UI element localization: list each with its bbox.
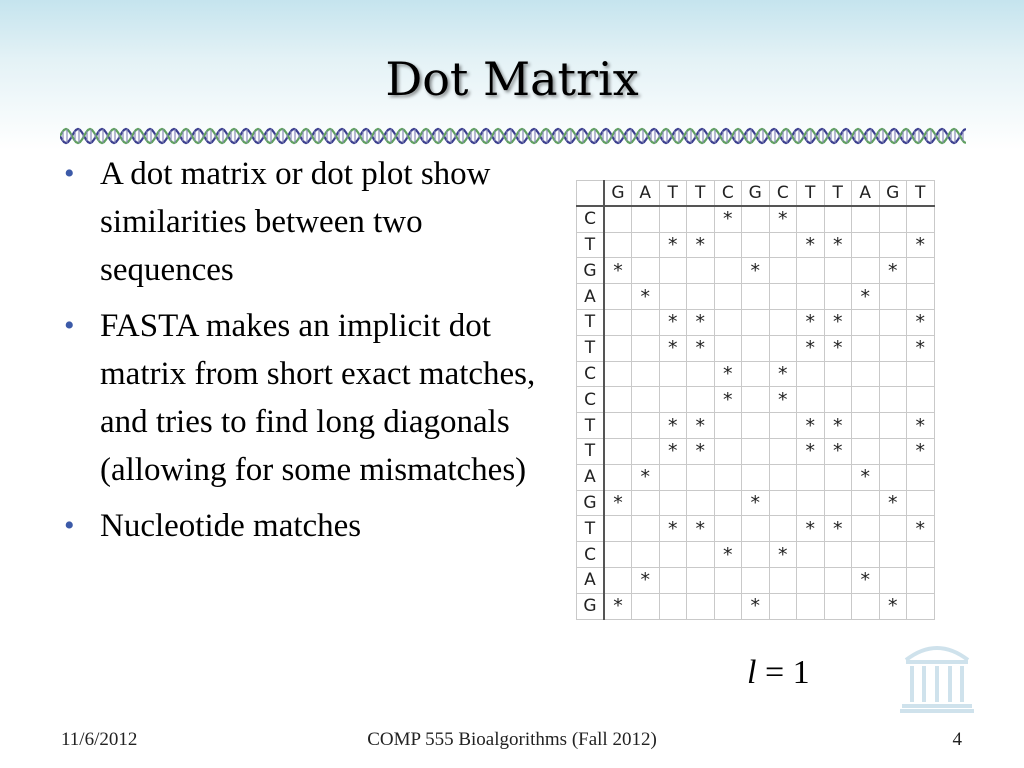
match-dot: * (797, 232, 825, 258)
matrix-cell (907, 593, 935, 619)
match-dot: * (824, 232, 852, 258)
matrix-row-header: C (577, 361, 605, 387)
match-dot: * (659, 335, 687, 361)
matrix-cell (714, 258, 742, 284)
matrix-cell (632, 335, 660, 361)
match-dot: * (687, 232, 715, 258)
matrix-cell (824, 361, 852, 387)
matrix-cell (604, 542, 632, 568)
matrix-cell (879, 516, 907, 542)
matrix-cell (852, 593, 880, 619)
matrix-column-header: C (769, 181, 797, 207)
matrix-row-header: T (577, 232, 605, 258)
match-dot: * (797, 413, 825, 439)
match-dot: * (687, 438, 715, 464)
matrix-row (577, 567, 935, 593)
match-dot: * (824, 438, 852, 464)
match-dot: * (797, 309, 825, 335)
matrix-row-header: G (577, 258, 605, 284)
matrix-cell (714, 490, 742, 516)
match-dot: * (769, 542, 797, 568)
bullet-marker: • (64, 509, 75, 542)
matrix-row (577, 516, 935, 542)
matrix-cell (604, 464, 632, 490)
matrix-cell (687, 284, 715, 310)
matrix-cell (879, 542, 907, 568)
footer-date: 11/6/2012 (61, 729, 138, 750)
match-dot: * (714, 206, 742, 232)
matrix-cell (907, 490, 935, 516)
matrix-column-header: G (879, 181, 907, 207)
matrix-cell (852, 361, 880, 387)
matrix-cell (714, 309, 742, 335)
matrix-cell (604, 413, 632, 439)
matrix-row (577, 258, 935, 284)
match-dot: * (907, 232, 935, 258)
matrix-cell (659, 567, 687, 593)
matrix-cell (604, 335, 632, 361)
matrix-cell (797, 258, 825, 284)
matrix-cell (742, 361, 770, 387)
match-dot: * (879, 258, 907, 284)
matrix-column-header: C (714, 181, 742, 207)
matrix-cell (879, 284, 907, 310)
matrix-cell (632, 232, 660, 258)
matrix-cell (879, 361, 907, 387)
bullet-text: Nucleotide matches (100, 508, 362, 544)
matrix-cell (742, 464, 770, 490)
matrix-cell (824, 567, 852, 593)
match-dot: * (852, 567, 880, 593)
matrix-cell (742, 309, 770, 335)
match-dot: * (659, 516, 687, 542)
match-dot: * (824, 335, 852, 361)
bullet-item (62, 502, 552, 550)
matrix-cell (604, 516, 632, 542)
matrix-row-header: G (577, 593, 605, 619)
matrix-cell (659, 258, 687, 284)
matrix-cell (852, 335, 880, 361)
match-dot: * (687, 413, 715, 439)
matrix-cell (797, 206, 825, 232)
matrix-cell (687, 206, 715, 232)
matrix-column-header: G (742, 181, 770, 207)
matrix-cell (604, 232, 632, 258)
matrix-cell (824, 258, 852, 284)
matrix-column-header: T (907, 181, 935, 207)
matrix-cell (824, 206, 852, 232)
match-dot: * (907, 438, 935, 464)
matrix-cell (604, 361, 632, 387)
dot-matrix-table (576, 180, 935, 620)
matrix-cell (769, 490, 797, 516)
match-dot: * (907, 335, 935, 361)
match-dot: * (824, 413, 852, 439)
matrix-cell (742, 413, 770, 439)
match-dot: * (742, 490, 770, 516)
match-dot: * (714, 361, 742, 387)
matrix-cell (714, 232, 742, 258)
match-dot: * (687, 309, 715, 335)
matrix-cell (604, 309, 632, 335)
match-dot: * (604, 258, 632, 284)
matrix-cell (907, 567, 935, 593)
matrix-row-header: C (577, 542, 605, 568)
matrix-cell (742, 516, 770, 542)
match-dot: * (852, 464, 880, 490)
matrix-row-header: A (577, 284, 605, 310)
matrix-cell (659, 490, 687, 516)
matrix-cell (632, 387, 660, 413)
matrix-cell (714, 438, 742, 464)
matrix-cell (687, 464, 715, 490)
matrix-cell (797, 490, 825, 516)
matrix-cell (852, 413, 880, 439)
matrix-cell (769, 232, 797, 258)
matrix-cell (714, 413, 742, 439)
matrix-cell (879, 232, 907, 258)
matrix-cell (879, 309, 907, 335)
matrix-cell (797, 387, 825, 413)
matrix-row (577, 387, 935, 413)
matrix-column-header: G (604, 181, 632, 207)
matrix-cell (659, 464, 687, 490)
matrix-cell (687, 567, 715, 593)
matrix-row-header: G (577, 490, 605, 516)
match-dot: * (879, 490, 907, 516)
match-dot: * (632, 464, 660, 490)
slide-title: Dot Matrix (385, 52, 639, 106)
match-dot: * (907, 516, 935, 542)
match-dot: * (687, 335, 715, 361)
bullet-list (62, 150, 552, 558)
matrix-cell (742, 335, 770, 361)
match-dot: * (769, 387, 797, 413)
dna-helix-divider (60, 127, 966, 145)
match-dot: * (769, 206, 797, 232)
matrix-cell (714, 593, 742, 619)
matrix-cell (797, 567, 825, 593)
matrix-cell (659, 542, 687, 568)
matrix-cell (907, 464, 935, 490)
match-dot: * (632, 567, 660, 593)
matrix-column-header: A (632, 181, 660, 207)
match-dot: * (879, 593, 907, 619)
matrix-cell (879, 335, 907, 361)
bullet-marker: • (64, 309, 75, 342)
matrix-row (577, 232, 935, 258)
matrix-cell (907, 542, 935, 568)
matrix-cell (769, 516, 797, 542)
matrix-cell (687, 542, 715, 568)
matrix-caption (747, 654, 810, 692)
matrix-cell (852, 258, 880, 284)
matrix-cell (907, 206, 935, 232)
match-dot: * (604, 490, 632, 516)
matrix-row (577, 361, 935, 387)
matrix-row-header: T (577, 516, 605, 542)
match-dot: * (687, 516, 715, 542)
matrix-column-header: T (687, 181, 715, 207)
match-dot: * (659, 413, 687, 439)
matrix-cell (687, 490, 715, 516)
matrix-row-header: C (577, 206, 605, 232)
matrix-cell (742, 387, 770, 413)
matrix-cell (852, 542, 880, 568)
matrix-cell (907, 361, 935, 387)
matrix-cell (687, 361, 715, 387)
match-dot: * (907, 309, 935, 335)
matrix-cell (824, 387, 852, 413)
matrix-cell (852, 516, 880, 542)
matrix-cell (907, 387, 935, 413)
bullet-marker: • (64, 157, 75, 190)
matrix-row-header: A (577, 567, 605, 593)
matrix-cell (687, 387, 715, 413)
match-dot: * (714, 542, 742, 568)
matrix-cell (797, 361, 825, 387)
matrix-row-header: T (577, 413, 605, 439)
matrix-cell (769, 567, 797, 593)
matrix-cell (742, 284, 770, 310)
matrix-cell (907, 258, 935, 284)
matrix-cell (852, 490, 880, 516)
bullet-item (62, 150, 552, 294)
bullet-text: A dot matrix or dot plot show similarities between two sequences (100, 156, 491, 288)
matrix-cell (742, 232, 770, 258)
matrix-cell (604, 567, 632, 593)
matrix-column-header: T (659, 181, 687, 207)
matrix-cell (714, 335, 742, 361)
matrix-cell (769, 258, 797, 284)
match-dot: * (797, 335, 825, 361)
match-dot: * (604, 593, 632, 619)
matrix-cell (742, 206, 770, 232)
matrix-cell (769, 284, 797, 310)
matrix-cell (852, 438, 880, 464)
matrix-cell (659, 361, 687, 387)
matrix-cell (714, 567, 742, 593)
matrix-cell (769, 593, 797, 619)
matrix-cell (632, 413, 660, 439)
matrix-cell (604, 206, 632, 232)
matrix-row-header: T (577, 438, 605, 464)
match-dot: * (659, 438, 687, 464)
matrix-row-header: A (577, 464, 605, 490)
match-dot: * (659, 232, 687, 258)
matrix-cell (604, 387, 632, 413)
matrix-cell (769, 309, 797, 335)
match-dot: * (659, 309, 687, 335)
matrix-cell (714, 284, 742, 310)
match-dot: * (824, 516, 852, 542)
match-dot: * (742, 258, 770, 284)
matrix-cell (742, 567, 770, 593)
matrix-column-header: T (824, 181, 852, 207)
matrix-cell (852, 309, 880, 335)
match-dot: * (852, 284, 880, 310)
footer-page-number: 4 (952, 729, 962, 750)
matrix-cell (769, 413, 797, 439)
bullet-item (62, 302, 552, 494)
matrix-cell (742, 542, 770, 568)
matrix-cell (797, 593, 825, 619)
matrix-cell (659, 206, 687, 232)
matrix-cell (659, 593, 687, 619)
matrix-cell (604, 438, 632, 464)
matrix-row (577, 464, 935, 490)
matrix-cell (604, 284, 632, 310)
matrix-row (577, 206, 935, 232)
matrix-cell (769, 335, 797, 361)
matrix-cell (632, 516, 660, 542)
matrix-cell (824, 464, 852, 490)
matrix-column-header: T (797, 181, 825, 207)
matrix-row-header: C (577, 387, 605, 413)
matrix-cell (632, 438, 660, 464)
matrix-cell (659, 387, 687, 413)
matrix-cell (879, 387, 907, 413)
matrix-cell (632, 206, 660, 232)
matrix-cell (632, 542, 660, 568)
matrix-cell (824, 542, 852, 568)
matrix-row (577, 413, 935, 439)
match-dot: * (907, 413, 935, 439)
matrix-cell (742, 438, 770, 464)
matrix-cell (824, 490, 852, 516)
bullet-text: FASTA makes an implicit dot matrix from short exact matches, and tries to find long diagonals (allowing for some mismatches) (100, 308, 536, 488)
matrix-cell (907, 284, 935, 310)
matrix-cell (687, 258, 715, 284)
matrix-row (577, 542, 935, 568)
matrix-cell (632, 258, 660, 284)
caption-variable: l (747, 654, 757, 691)
matrix-cell (769, 464, 797, 490)
matrix-row (577, 490, 935, 516)
matrix-cell (632, 593, 660, 619)
matrix-row (577, 438, 935, 464)
match-dot: * (769, 361, 797, 387)
match-dot: * (824, 309, 852, 335)
matrix-cell (797, 542, 825, 568)
match-dot: * (714, 387, 742, 413)
match-dot: * (632, 284, 660, 310)
caption-value: = 1 (756, 654, 810, 691)
match-dot: * (797, 516, 825, 542)
matrix-cell (879, 438, 907, 464)
matrix-cell (879, 206, 907, 232)
matrix-cell (824, 593, 852, 619)
matrix-row-header: T (577, 335, 605, 361)
matrix-cell (632, 361, 660, 387)
match-dot: * (797, 438, 825, 464)
matrix-cell (687, 593, 715, 619)
matrix-cell (797, 464, 825, 490)
footer-course-title: COMP 555 Bioalgorithms (Fall 2012) (367, 729, 657, 750)
matrix-row (577, 284, 935, 310)
matrix-row (577, 593, 935, 619)
matrix-cell (852, 232, 880, 258)
matrix-cell (852, 387, 880, 413)
matrix-row (577, 335, 935, 361)
matrix-cell (879, 413, 907, 439)
matrix-cell (797, 284, 825, 310)
matrix-cell (852, 206, 880, 232)
matrix-cell (824, 284, 852, 310)
matrix-cell (879, 567, 907, 593)
matrix-cell (714, 516, 742, 542)
match-dot: * (742, 593, 770, 619)
matrix-cell (632, 490, 660, 516)
matrix-cell (879, 464, 907, 490)
matrix-column-header: A (852, 181, 880, 207)
matrix-corner (577, 181, 605, 207)
matrix-cell (714, 464, 742, 490)
matrix-row (577, 309, 935, 335)
matrix-row-header: T (577, 309, 605, 335)
matrix-cell (769, 438, 797, 464)
matrix-cell (632, 309, 660, 335)
matrix-cell (659, 284, 687, 310)
university-watermark-logo (898, 632, 976, 714)
